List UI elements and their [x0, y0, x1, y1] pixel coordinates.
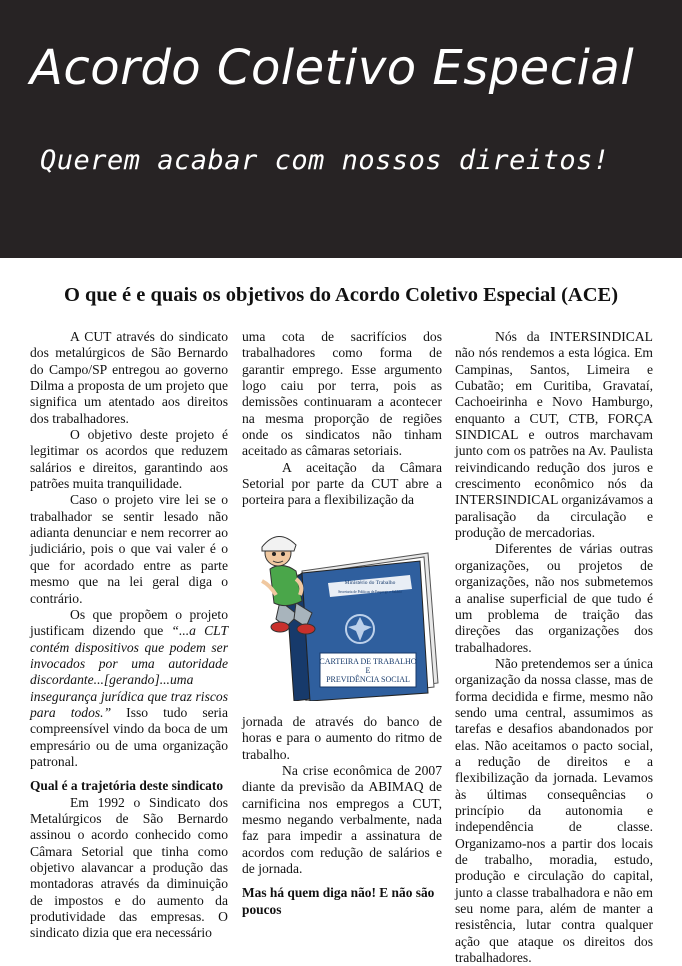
helmet-icon [262, 536, 296, 551]
work-card-cartoon [240, 523, 448, 701]
eye-icon [281, 552, 285, 556]
eye-icon [272, 552, 276, 556]
book-title-3: PREVIDÊNCIA SOCIAL [326, 675, 410, 684]
article-headline: O que é e quais os objetivos do Acordo Coletivo Especial (ACE) [63, 284, 619, 306]
paragraph: Diferentes de várias outras organizações, ou projetos de organizações, não nos submetemos a analise superficial de que tudo é um problema de traição das direções das organizações dos trabalhadores. [455, 541, 653, 655]
paragraph-text: Os que propõem o projeto justificam dizendo que [30, 606, 228, 639]
header-banner [0, 0, 682, 258]
paragraph: A CUT através do sindicato dos metalúrgicos de São Bernardo do Campo/SP entregou ao governo Dilma a proposta de um projeto que significa um atentado aos direitos dos trabalhadores. [30, 329, 228, 426]
paragraph: Nós da INTERSINDICAL não nós rendemos a esta lógica. Em Campinas, Santos, Limeira e Cubatão; em Curitiba, Gravataí, Cachoeirinha e Novo Hamburgo, enquanto a CUT, CTB, FORÇA SINDICAL e outros marchavam junto com os patrões na Av. Paulista reivindicando redução dos juros e crescimento econômico nós da INTERSINDICAL organizávamos a paralisação da circulação e produção de mercadorias. [455, 329, 653, 541]
column-2-lower [242, 714, 442, 918]
shoe-icon [297, 624, 315, 634]
paragraph: uma cota de sacrifícios dos trabalhadores como forma de garantir emprego. Esse argumento logo caiu por terra, pois as demissões continuaram a acontecer na mesma proporção de regiões onde os sindicatos não tinham aceitado as câmaras setoriais. [242, 329, 442, 459]
shoe-icon [271, 622, 289, 632]
cartoon-illustration [240, 523, 448, 701]
subheading: Qual é a trajetória deste sindicato [30, 778, 224, 794]
paragraph: Na crise econômica de 2007 diante da previsão da ABIMAQ de carnificina nos empregos a CUT, mesmo negando verbalmente, nada faz para impedir a assinatura de acordos com redução de salários e de jornada. [242, 763, 442, 877]
subtitle: Querem acabar com nossos direitos! [40, 145, 610, 176]
paragraph-text: Isso tudo seria compreensível vindo da boca de um empresário ou de uma organização patronal. [30, 704, 228, 769]
book-title-2: E [365, 666, 371, 675]
paragraph: O objetivo deste projeto é legitimar os acordos que reduzem salários e direitos, garantindo aos patrões muita tranquilidade. [30, 427, 228, 492]
book-title-1: CARTEIRA DE TRABALHO [319, 657, 417, 666]
book-line-1: Ministério do Trabalho [344, 580, 396, 586]
paragraph: Em 1992 o Sindicato dos Metalúrgicos de São Bernardo assinou o acordo conhecido como Câmara Setorial que tinha como objetivo alavancar a produção das montadoras através da diminuição de impostos e do aumento da produtividade das empresas. O sindicato dizia que era necessário [30, 794, 228, 941]
quote: “...a CLT contém dispositivos que podem ser invocados por uma autoridade discordante...[gerando]...uma insegurança jurídica que traz riscos para todos.” [30, 623, 228, 720]
paragraph [30, 607, 228, 770]
book-line-2: Secretaria de Políticas de Emprego e Salário [338, 590, 402, 594]
paragraph: jornada de através do banco de horas e para o aumento do ritmo de trabalho. [242, 714, 442, 762]
paragraph: A aceitação da Câmara Setorial por parte da CUT abre a porteira para a flexibilização da [242, 459, 442, 508]
paragraph: Não pretendemos ser a única organização da nossa classe, mas de forma decidida e firme, mesmo não sendo uma central, assumimos as tarefas e desafios abandonados por elas. Não aceitamos o pacto social, a redução de direitos e a flexibilização da jornada. Levamos às últimas consequências o princípio da autonomia e independência de classe. Organizamo-nos a partir dos locais de trabalho, moradia, estudo, produção e circulação do capital, junto a classe trabalhadora e não em seu nome para, além de manter a resistência, lutar contra qualquer ação que ataque os direitos dos trabalhadores. [455, 655, 653, 966]
paragraph: Caso o projeto vire lei se o trabalhador se sentir lesado não adianta denunciar e nem recorrer ao judiciário, pois o que vai valer é o que for acordado entre as parte mesmo que na lei geral diga o contrário. [30, 492, 228, 606]
column-3 [455, 329, 653, 966]
subheading: Mas há quem diga não! E não são poucos [242, 885, 435, 917]
main-title: Acordo Coletivo Especial [30, 40, 635, 96]
column-1 [30, 329, 228, 942]
worker-shirt [270, 565, 302, 605]
